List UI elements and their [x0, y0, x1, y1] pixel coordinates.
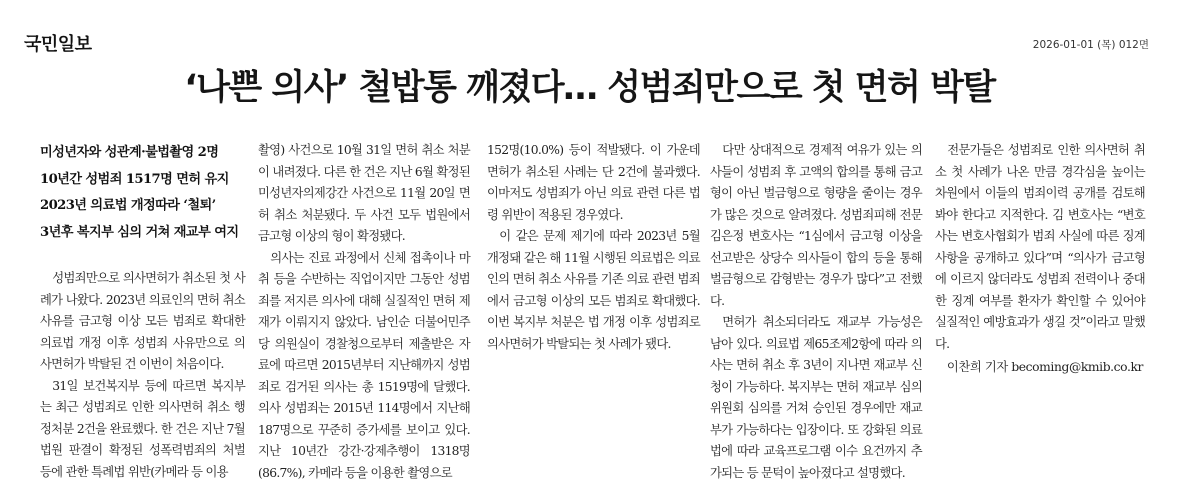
subheadline: 10년간 성범죄 1517명 면허 유지 [40, 171, 229, 187]
article-paragraph: 31일 보건복지부 등에 따르면 복지부는 최근 성범죄로 인한 의사면허 취소 행정처분 2건을 완료했다. 한 건은 지난 7월 법원 판결이 확정된 성폭력범죄의 처벌 등에 관한 특례법 위반(카메라 등 이용 [40, 378, 245, 479]
article-paragraph-continued: 촬영) 사건으로 10월 31일 면허 취소 처분이 내려졌다. 다른 한 건은 지난 6월 확정된 미성년자의제강간 사건으로 11월 20일 면허 취소 처분됐다. 두 사건 모두 법원에서 금고형 이상의 형이 확정됐다. [258, 143, 470, 243]
article-body [0, 140, 1179, 492]
article-column-5 [935, 140, 1145, 379]
article-paragraph-continued: 152명(10.0%) 등이 적발됐다. 이 가운데 면허가 취소된 사례는 단 2건에 불과했다. 이마저도 성범죄가 아닌 의료 관련 다른 법령 위반이 적용된 경우였다. [487, 143, 700, 222]
article-headline: ‘나쁜 의사’ 철밥통 깨졌다… 성범죄만으로 첫 면허 박탈 [184, 68, 995, 108]
newspaper-logo: 국민일보 [24, 34, 92, 55]
article-column-1 [40, 140, 245, 483]
article-paragraph: 성범죄만으로 의사면허가 취소된 첫 사례가 나왔다. 2023년 의료인의 면허 취소 사유를 금고형 이상 모든 범죄로 확대한 의료법 개정 이후 성범죄 사유만으로 의사면허가 박탈된 건 이번이 처음이다. [40, 271, 245, 371]
article-paragraph: 의사는 진료 과정에서 신체 접촉이나 마취 등을 수반하는 직업이지만 그동안 성범죄를 저지른 의사에 대해 실질적인 면허 제재가 이뤄지지 않았다. 남인순 더불어민주당 의원실이 경찰청으로부터 제출받은 자료에 따르면 2015년부터 지난해까지 성범죄로 검거된 의사는 총 1519명에 달했다. 의사 성범죄는 2015년 114명에서 지난해 187명으로 꾸준히 증가세를 보이고 있다. 지난 10년간 강간·강제추행이 1318명(86.7%), 카메라 등을 이용한 촬영으로 [258, 250, 470, 480]
article-paragraph: 이 같은 문제 제기에 따라 2023년 5월 개정돼 같은 해 11월 시행된 의료법은 의료인의 면허 취소 사유를 기존 의료 관련 범죄에서 금고형 이상의 모든 범죄로 확대했다. 이번 복지부 처분은 법 개정 이후 성범죄로 의사면허가 박탈되는 첫 사례가 됐다. [487, 229, 700, 351]
reporter-byline: 이찬희 기자 becoming@kmib.co.kr [946, 360, 1143, 374]
issue-dateline: 2026-01-01 (목) 012면 [1032, 39, 1149, 51]
article-paragraph: 다만 상대적으로 경제적 여유가 있는 의사들이 성범죄 후 고액의 합의를 통해 금고형이 아닌 벌금형으로 형량을 줄이는 경우가 많은 것으로 알려졌다. 성범죄피해 전문 김은정 변호사는 “1심에서 금고형 이상을 선고받은 상당수 의사들이 합의 등을 통해 벌금형으로 감형받는 경우가 많다”고 전했다. [710, 143, 922, 308]
subheadline-block [40, 140, 245, 246]
article-column-4 [710, 140, 922, 484]
subheadline: 2023년 의료법 개정따라 ‘철퇴’ [40, 198, 216, 213]
article-paragraph: 면허가 취소되더라도 재교부 가능성은 남아 있다. 의료법 제65조제2항에 따라 의사는 면허 취소 후 3년이 지나면 재교부 신청이 가능하다. 복지부는 면허 재교부 심의위원회 심의를 거쳐 승인된 경우에만 재교부가 가능하다는 입장이다. 또 강화된 의료법에 따라 교육프로그램 이수 요건까지 추가되는 등 문턱이 높아졌다고 설명했다. [710, 315, 922, 480]
article-column-3 [487, 140, 700, 355]
subheadline: 3년후 복지부 심의 거쳐 재교부 여지 [40, 224, 239, 240]
article-column-2 [258, 140, 470, 484]
subheadline: 미성년자와 성관계·불법촬영 2명 [40, 145, 219, 160]
article-paragraph: 전문가들은 성범죄로 인한 의사면허 취소 첫 사례가 나온 만큼 경각심을 높이는 차원에서 이들의 범죄이력 공개를 검토해 봐야 한다고 지적한다. 김 변호사는 “변호사는 변호사협회가 범죄 사실에 따른 징계 사항을 공개하고 있다”며 “의사가 금고형에 이르지 않더라도 성범죄 전력이나 중대한 징계 여부를 환자가 확인할 수 있어야 실질적인 예방효과가 생길 것”이라고 말했다. [935, 143, 1145, 351]
